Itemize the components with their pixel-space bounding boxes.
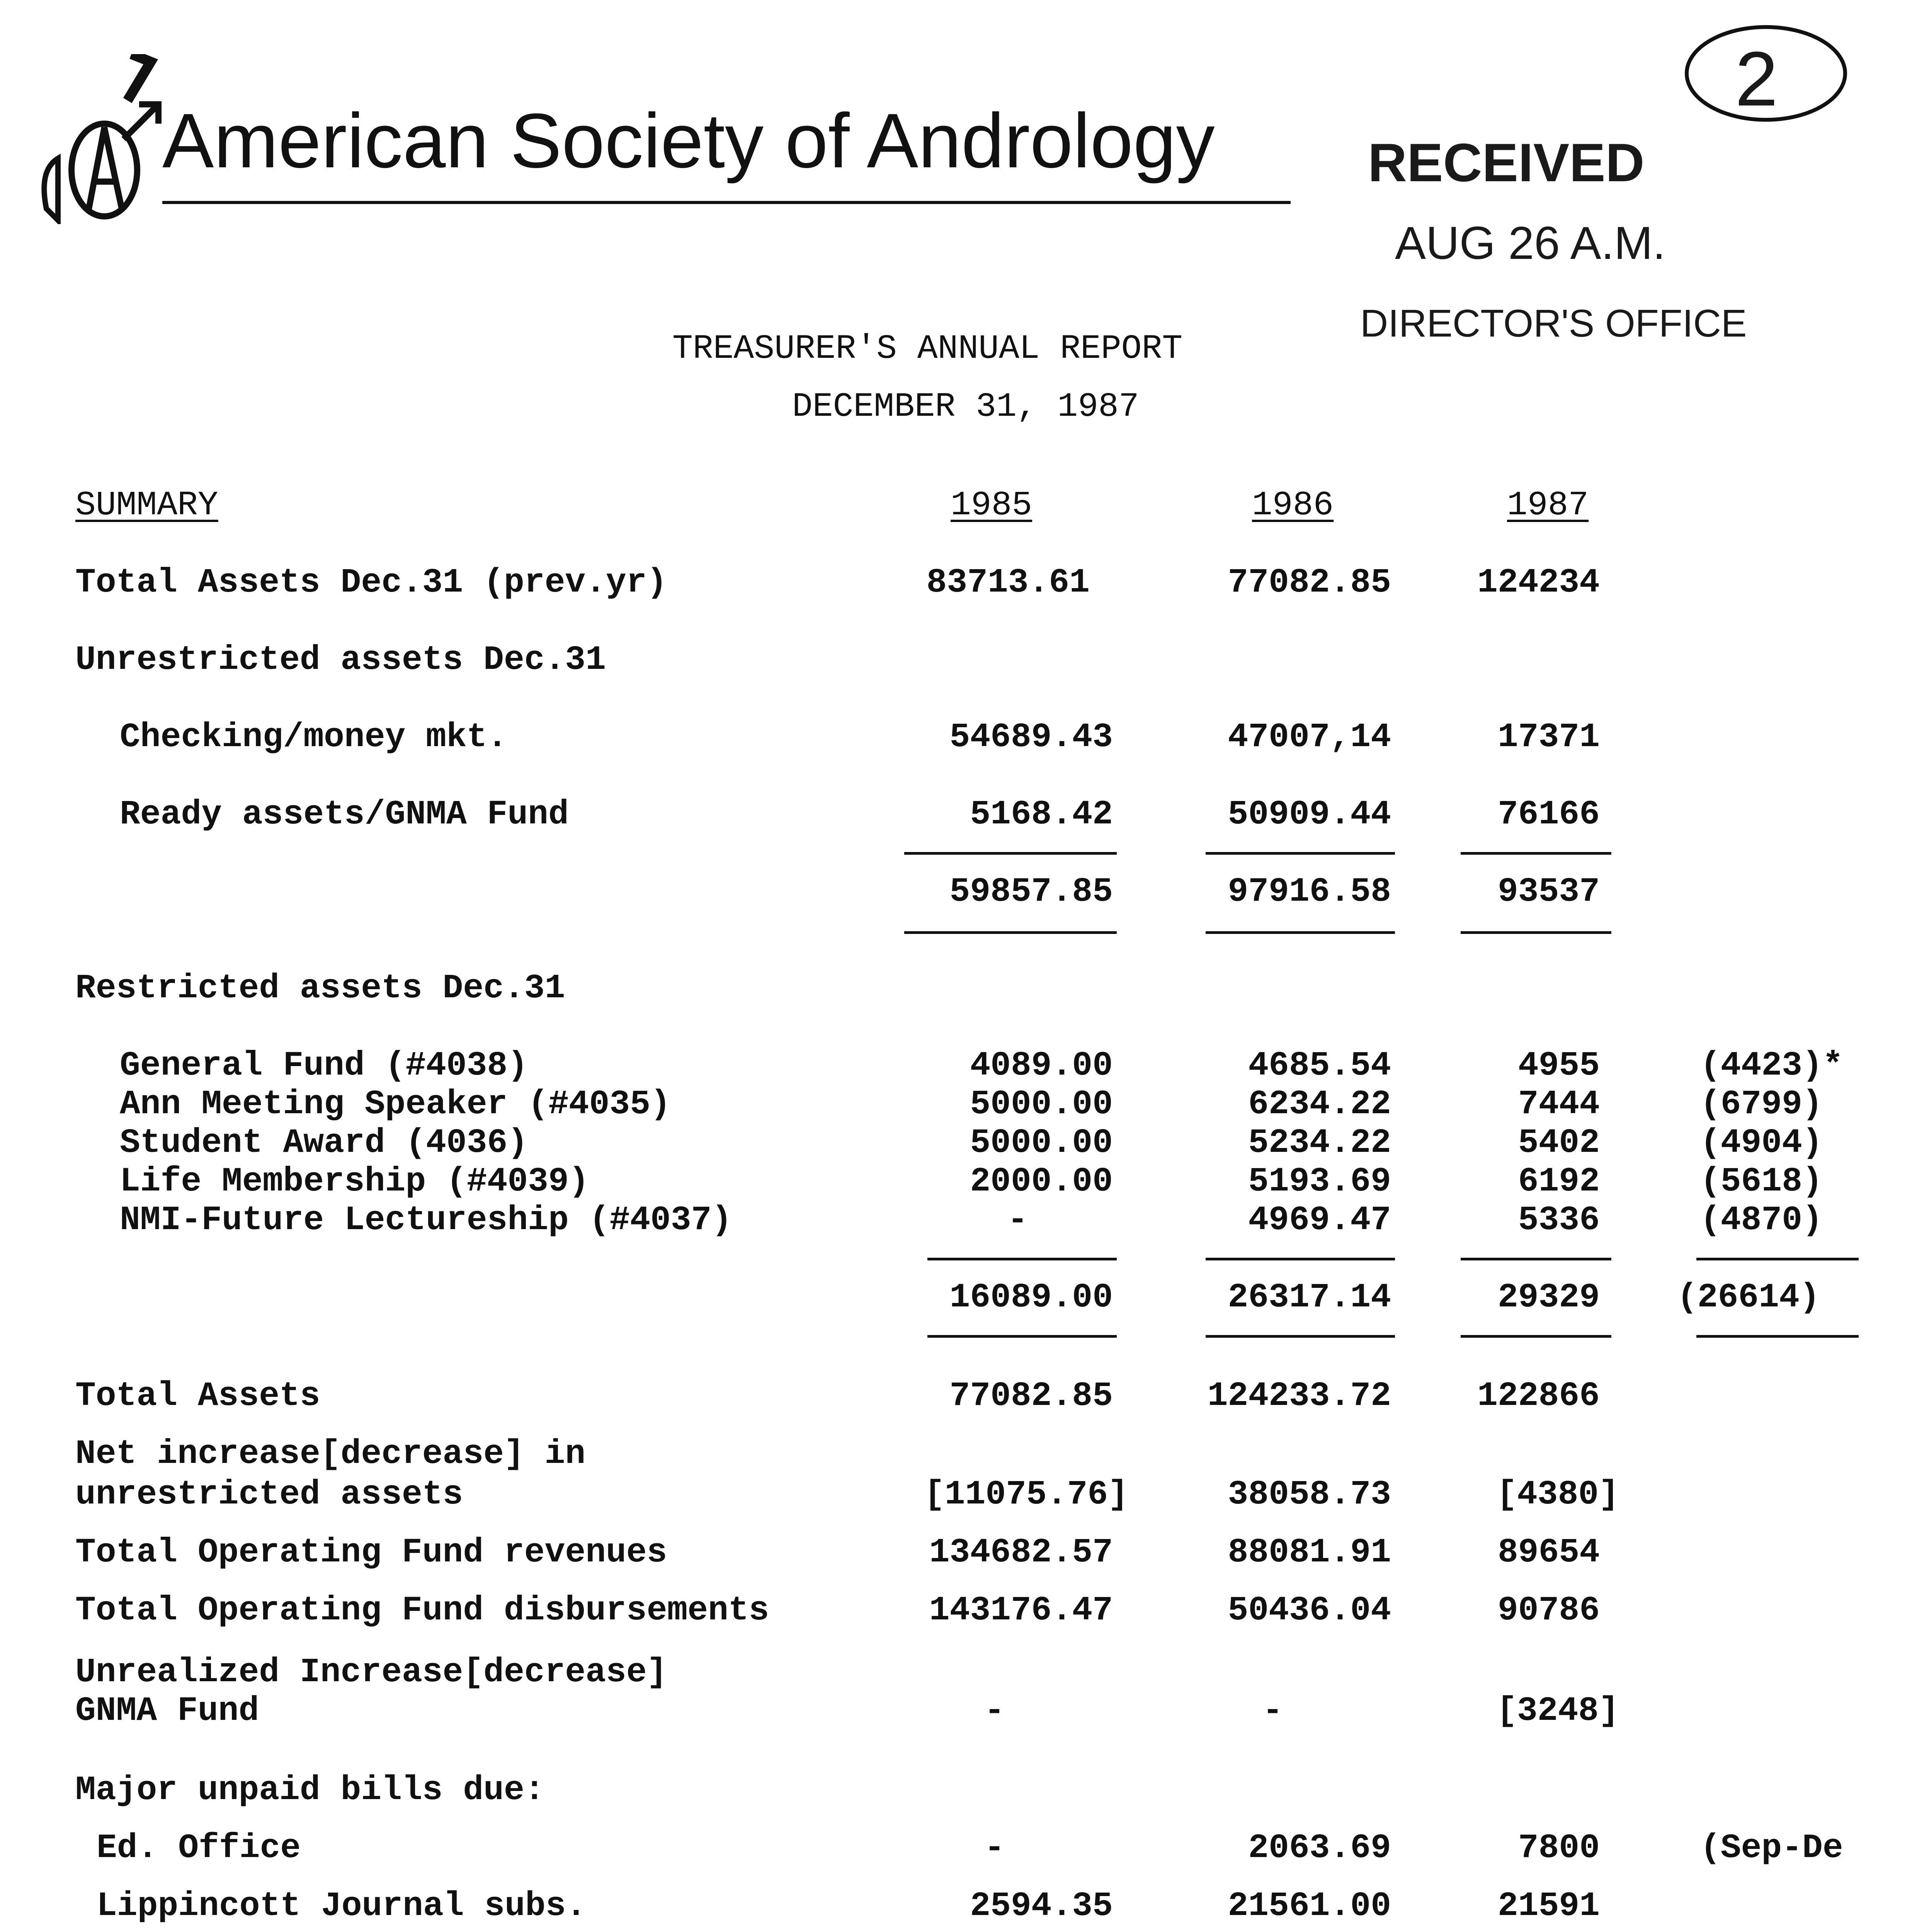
cell-value: [4380] bbox=[1497, 1476, 1619, 1514]
row-label-total-assets-prev: Total Assets Dec.31 (prev.yr) bbox=[75, 564, 667, 602]
sum-rule bbox=[1206, 1258, 1395, 1260]
sum-rule bbox=[927, 1258, 1117, 1260]
cell-value: 6192 bbox=[1518, 1163, 1600, 1201]
row-label-ed-office: Ed. Office bbox=[97, 1829, 301, 1867]
row-label-speaker: Ann Meeting Speaker (#4035) bbox=[120, 1085, 671, 1124]
total-rule bbox=[927, 1335, 1117, 1338]
cell-value: 59857.85 bbox=[949, 873, 1113, 911]
cell-value: 5193.69 bbox=[1248, 1163, 1391, 1201]
sum-rule bbox=[1696, 1258, 1859, 1260]
sum-rule bbox=[1206, 852, 1395, 855]
row-label-unrealized-cont: GNMA Fund bbox=[75, 1692, 259, 1730]
cell-value: 143176.47 bbox=[929, 1592, 1113, 1630]
principal-value: (6799) bbox=[1700, 1085, 1823, 1124]
cell-value: - bbox=[984, 1692, 1005, 1730]
cell-value: 4089.00 bbox=[970, 1047, 1113, 1085]
cell-value: - bbox=[1262, 1692, 1283, 1730]
restricted-heading: Restricted assets Dec.31 bbox=[75, 969, 565, 1008]
principal-value: (5618) bbox=[1700, 1163, 1823, 1201]
cell-value: 38058.73 bbox=[1228, 1476, 1391, 1514]
cell-value: 2594.35 bbox=[970, 1887, 1113, 1925]
cell-value: 76166 bbox=[1497, 796, 1600, 834]
year-header-1987: 1987 bbox=[1507, 486, 1589, 525]
total-rule bbox=[1461, 931, 1611, 934]
cell-value: 88081.91 bbox=[1228, 1534, 1391, 1572]
cell-value: 17371 bbox=[1497, 718, 1600, 757]
cell-value: 90786 bbox=[1497, 1592, 1600, 1630]
cell-value: 5000.00 bbox=[970, 1085, 1113, 1124]
cell-value: 4685.54 bbox=[1248, 1047, 1391, 1085]
cell-value: 124233.72 bbox=[1207, 1377, 1391, 1415]
cell-value: [3248] bbox=[1497, 1692, 1619, 1730]
total-rule bbox=[1696, 1335, 1859, 1338]
row-label-disbursements: Total Operating Fund disbursements bbox=[75, 1592, 769, 1630]
unpaid-bills-heading: Major unpaid bills due: bbox=[75, 1771, 545, 1810]
report-date: DECEMBER 31, 1987 bbox=[792, 388, 1139, 426]
row-label-net-increase: Net increase[decrease] in bbox=[75, 1435, 586, 1473]
total-rule bbox=[1206, 931, 1395, 934]
row-label-ready-assets: Ready assets/GNMA Fund bbox=[120, 796, 569, 834]
cell-value: - bbox=[984, 1829, 1005, 1867]
cell-value: 47007,14 bbox=[1228, 718, 1391, 757]
cell-value: 5000.00 bbox=[970, 1124, 1113, 1162]
sum-rule bbox=[1461, 852, 1611, 855]
cell-value: [11075.76] bbox=[924, 1476, 1128, 1514]
row-label-life-membership: Life Membership (#4039) bbox=[120, 1163, 589, 1201]
principal-value: (4423)* bbox=[1700, 1047, 1843, 1085]
cell-value: 5336 bbox=[1518, 1201, 1600, 1240]
row-label-net-increase-cont: unrestricted assets bbox=[75, 1476, 463, 1514]
cell-value: 50909.44 bbox=[1228, 796, 1391, 834]
row-label-revenues: Total Operating Fund revenues bbox=[75, 1534, 667, 1572]
cell-value: - bbox=[1007, 1201, 1028, 1240]
cell-value: 21591 bbox=[1497, 1887, 1600, 1925]
cell-value: 21561.00 bbox=[1228, 1887, 1391, 1925]
row-label-unrealized: Unrealized Increase[decrease] bbox=[75, 1653, 667, 1692]
year-header-1986: 1986 bbox=[1252, 486, 1334, 525]
cell-value: 2063.69 bbox=[1248, 1829, 1391, 1867]
cell-value: 5402 bbox=[1518, 1124, 1600, 1162]
unrestricted-heading: Unrestricted assets Dec.31 bbox=[75, 641, 606, 679]
cell-value: 2000.00 bbox=[970, 1163, 1113, 1201]
principal-value: (4870) bbox=[1700, 1201, 1823, 1240]
cell-value: 7800 bbox=[1518, 1829, 1600, 1867]
cell-value: 93537 bbox=[1497, 873, 1600, 911]
summary-heading: SUMMARY bbox=[75, 486, 218, 525]
cell-value: 77082.85 bbox=[949, 1377, 1113, 1415]
header-divider bbox=[162, 201, 1291, 204]
received-date-stamp: AUG 26 A.M. bbox=[1395, 217, 1666, 269]
row-label-lippincott: Lippincott Journal subs. bbox=[97, 1887, 587, 1925]
total-rule bbox=[1461, 1335, 1611, 1338]
cell-value: 16089.00 bbox=[949, 1279, 1113, 1317]
cell-value: 7444 bbox=[1518, 1085, 1600, 1124]
ed-office-note: (Sep-De bbox=[1700, 1829, 1843, 1867]
total-rule bbox=[904, 931, 1117, 934]
principal-value: (4904) bbox=[1700, 1124, 1823, 1162]
total-rule bbox=[1206, 1335, 1395, 1338]
cell-value: 122866 bbox=[1477, 1377, 1600, 1415]
row-label-checking: Checking/money mkt. bbox=[120, 718, 508, 757]
cell-value: 97916.58 bbox=[1228, 873, 1391, 911]
cell-value: 134682.57 bbox=[929, 1534, 1113, 1572]
cell-value: 29329 bbox=[1497, 1279, 1600, 1317]
directors-office-stamp: DIRECTOR'S OFFICE bbox=[1360, 302, 1747, 345]
society-logo-icon bbox=[35, 54, 174, 224]
organization-name: American Society of Andrology bbox=[162, 98, 1215, 184]
row-label-nmi-lectureship: NMI-Future Lectureship (#4037) bbox=[120, 1201, 732, 1240]
row-label-total-assets: Total Assets bbox=[75, 1377, 320, 1415]
cell-value: 6234.22 bbox=[1248, 1085, 1391, 1124]
cell-value: 26317.14 bbox=[1228, 1279, 1391, 1317]
sum-rule bbox=[904, 852, 1117, 855]
row-label-student-award: Student Award (4036) bbox=[120, 1124, 528, 1162]
report-title: TREASURER'S ANNUAL REPORT bbox=[672, 330, 1183, 368]
cell-value: 4955 bbox=[1518, 1047, 1600, 1085]
cell-value: 5168.42 bbox=[970, 796, 1113, 834]
cell-value: 77082.85 bbox=[1228, 564, 1391, 602]
year-header-1985: 1985 bbox=[951, 486, 1032, 525]
cell-value: 83713.61 bbox=[926, 564, 1090, 602]
sum-rule bbox=[1461, 1258, 1611, 1260]
cell-value: 4969.47 bbox=[1248, 1201, 1391, 1240]
received-stamp: RECEIVED bbox=[1368, 132, 1645, 193]
cell-value: 50436.04 bbox=[1228, 1592, 1391, 1630]
page-number: 2 bbox=[1735, 36, 1778, 122]
cell-value: 5234.22 bbox=[1248, 1124, 1391, 1162]
row-label-general-fund: General Fund (#4038) bbox=[120, 1047, 528, 1085]
cell-value: 89654 bbox=[1497, 1534, 1600, 1572]
cell-value: 124234 bbox=[1477, 564, 1600, 602]
cell-value: 54689.43 bbox=[949, 718, 1113, 757]
principal-total: (26614) bbox=[1677, 1279, 1820, 1317]
